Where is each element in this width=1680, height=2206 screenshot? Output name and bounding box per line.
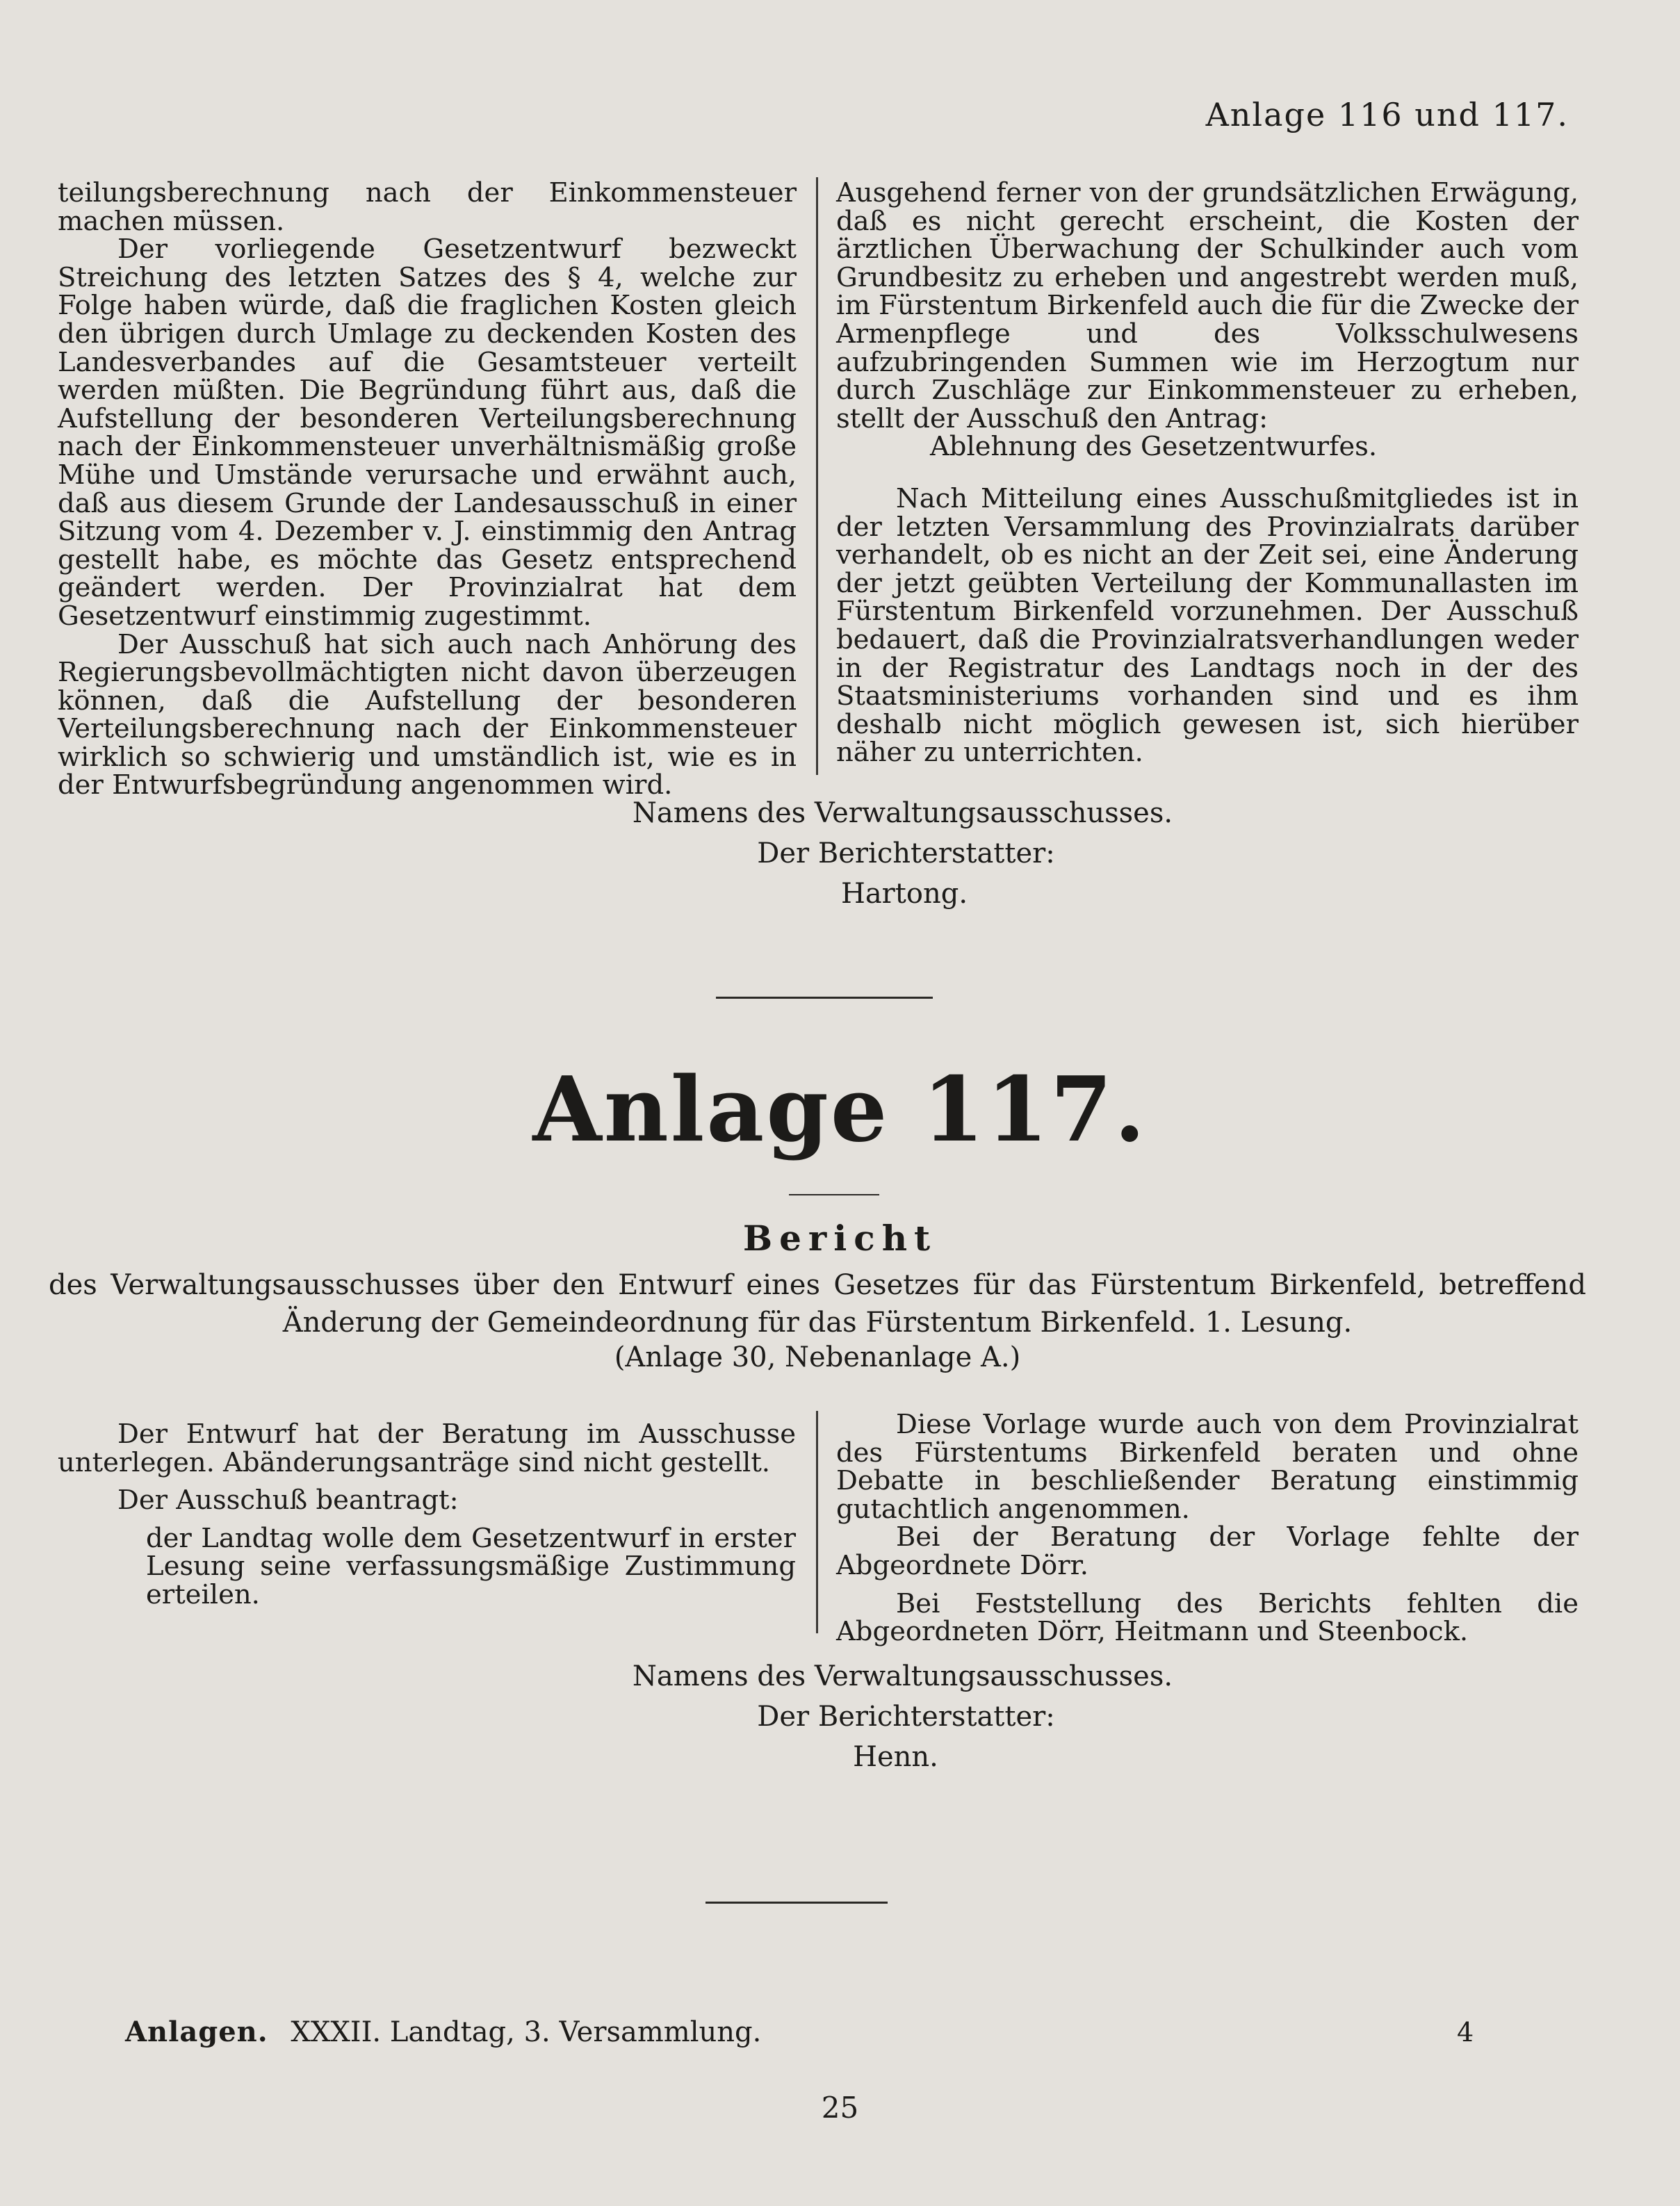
- signature-block-117: [0, 1661, 1680, 1772]
- paragraph: Der Ausschuß hat sich auch nach Anhörung des Regierungsbevollmächtigten nicht davon überzeugen können, daß die Aufstellung der besonderen Verteilungsberechnung nach der Einkommensteuer wirklich so schwierig und umständlich ist, wie es in der Entwurfsbegründung angenommen wird.: [58, 628, 797, 801]
- footer-label: Anlagen.: [125, 2016, 268, 2048]
- anlage116-right-column: [836, 179, 1579, 767]
- paragraph: Nach Mitteilung eines Ausschußmitgliedes ist in der letzten Versammlung des Provinzialrats darüber verhandelt, ob es nicht an der Zeit sei, eine Änderung der jetzt geübten Verteilung der Kommunallasten im Fürstentum Birkenfeld vorzunehmen. Der Ausschuß bedauert, daß die Provinzialratsverhandlungen weder in der Registratur des Landtags noch in der des Staatsministeriums vorhanden sind und es ihm deshalb nicht möglich gewesen ist, sich hierüber näher zu unterrichten.: [836, 482, 1579, 769]
- report-heading: Bericht: [742, 1218, 938, 1259]
- signature-name: Henn.: [853, 1741, 938, 1773]
- footer-session: XXXII. Landtag, 3. Versammlung.: [291, 2016, 762, 2048]
- anlage117-title: Anlage 117.: [532, 1058, 1148, 1162]
- paragraph: Der Entwurf hat der Beratung im Ausschusse unterlegen. Abänderungsanträge sind nicht gestellt.: [58, 1419, 796, 1478]
- signature-role: Der Berichterstatter:: [757, 838, 1055, 869]
- report-subtitle-line3: (Anlage 30, Nebenanlage A.): [614, 1341, 1021, 1373]
- signature-on-behalf: Namens des Verwaltungsausschusses.: [632, 797, 1173, 829]
- sheet-number: 4: [1457, 2017, 1474, 2048]
- anlage116-left-column: [58, 179, 797, 800]
- column-divider: [816, 177, 818, 775]
- signature-role: Der Berichterstatter:: [757, 1701, 1055, 1733]
- paragraph: Bei der Beratung der Vorlage fehlte der Abgeordnete Dörr.: [836, 1521, 1579, 1581]
- paragraph: Der Ausschuß beantragt:: [117, 1485, 459, 1517]
- footer-imprint: [125, 2016, 761, 2048]
- paragraph: Diese Vorlage wurde auch von dem Provinzialrat des Fürstentums Birkenfeld beraten und ohne Debatte in beschließender Beratung einstimmig gutachtlich angenommen.: [836, 1409, 1579, 1525]
- report-subtitle-line1: des Verwaltungsausschusses über den Entwurf eines Gesetzes für das Fürstentum Birkenfeld, betreffend: [49, 1269, 1586, 1301]
- paragraph: Der vorliegende Gesetzentwurf bezweckt Streichung des letzten Satzes des § 4, welche zur Folge haben würde, daß die fraglichen Kosten gleich den übrigen durch Umlage zu deckenden Kosten des Landesverbandes auf die Gesamtsteuer verteilt werden müßten. Die Begründung führt aus, daß die Aufstellung der besonderen Verteilungsberechnung nach der Einkommensteuer unverhältnismäßig große Mühe und Umstände verursache und erwähnt auch, daß aus diesem Grunde der Landesausschuß in einer Sitzung vom 4. Dezember v. J. einstimmig den Antrag gestellt habe, es möchte das Gesetz entsprechend geändert werden. Der Provinzialrat hat dem Gesetzentwurf einstimmig zugestimmt.: [58, 234, 797, 632]
- anlage117-left-column: [58, 1419, 796, 1610]
- page-number: 25: [821, 2091, 859, 2125]
- signature-block-116: [0, 798, 1680, 909]
- section-separator: [706, 1902, 888, 1904]
- signature-name: Hartong.: [840, 878, 968, 910]
- motion-text: Ablehnung des Gesetzentwurfes.: [930, 431, 1378, 463]
- paragraph: teilungsberechnung nach der Einkommensteuer machen müssen.: [58, 177, 797, 237]
- title-rule: [789, 1194, 879, 1195]
- report-subtitle-line2: Änderung der Gemeindeordnung für das Fürstentum Birkenfeld. 1. Lesung.: [282, 1307, 1353, 1339]
- paragraph: Ausgehend ferner von der grundsätzlichen Erwägung, daß es nicht gerecht erscheint, die Kosten der ärztlichen Überwachung der Schulkinder auch vom Grundbesitz zu erheben und angestrebt werden muß, im Fürstentum Birkenfeld auch die für die Zwecke der Armenpflege und des Volksschulwesens aufzubringenden Summen wie im Herzogtum nur durch Zuschläge zur Einkommensteuer zu erheben, stellt der Ausschuß den Antrag:: [836, 177, 1579, 434]
- report-subtitle: [49, 1266, 1586, 1376]
- motion-text: der Landtag wolle dem Gesetzentwurf in erster Lesung seine verfassungsmäßige Zustimmung erteilen.: [146, 1522, 796, 1610]
- paragraph: Bei Feststellung des Berichts fehlten die Abgeordneten Dörr, Heitmann und Steenbock.: [836, 1587, 1579, 1648]
- signature-on-behalf: Namens des Verwaltungsausschusses.: [632, 1660, 1173, 1692]
- anlage117-right-column: [836, 1411, 1579, 1647]
- column-divider: [816, 1411, 818, 1633]
- section-separator: [716, 997, 933, 999]
- running-head: Anlage 116 und 117.: [1205, 96, 1569, 133]
